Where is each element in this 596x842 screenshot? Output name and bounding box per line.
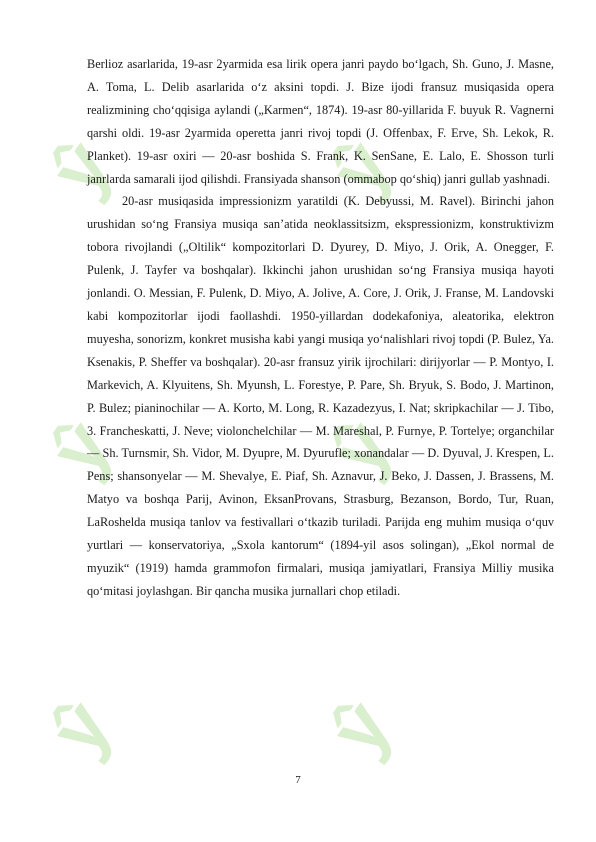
watermark-logo: ŷ [313,126,408,210]
document-body [87,53,554,603]
page-number: 7 [295,774,301,786]
watermark-logo: ŷ [33,406,128,490]
watermark-logo: ŷ [313,406,408,490]
paragraph-20th-century-music: 20-asr musiqasida impressionizm yaratildi (K. Debyussi, M. Ravel). Birinchi jahon urushidan so‘ng Fransiya musiqa san’atida neoklassitsizm, ekspressionizm, konstruktivizm tobora rivojlandi („Oltilik“ kompozitorlari D. Dyurey, D. Miyo, J. Orik, A. Onegger, F. Pulenk, J. Tayfer va boshqalar). Ikkinchi jahon urushidan so‘ng Fransiya musiqa hayoti jonlandi. O. Messian, F. Pulenk, D. Miyo, A. Jolive, A. Core, J. Orik, J. Franse, M. Landovski kabi kompozitorlar ijodi faollashdi. 1950-yillardan dodekafoniya, aleatorika, elektron muyesha, sonorizm, konkret musisha kabi yangi musiqa yo‘nalishlari rivoj topdi (P. Bulez, Ya. Ksenakis, P. Sheffer va boshqalar). 20-asr fransuz yirik ijrochilari: dirijyorlar — P. Montyo, I. Markevich, A. Klyuitens, Sh. Myunsh, L. Forestye, P. Pare, Sh. Bryuk, S. Bodo, J. Martinon, P. Bulez; pianinochilar — A. Korto, M. Long, R. Kazadezyus, I. Nat; skripkachilar — J. Tibo, 3. Francheskatti, J. Neve; violonchelchilar — M. Mareshal, P. Furnye, P. Tortelye; organchilar — Sh. Turnsmir, Sh. Vidor, M. Dyupre, M. Dyurufle; xonandalar — D. Dyuval, J. Krespen, L. Pens; shansonyelar — M. Shevalye, E. Piaf, Sh. Aznavur, J. Beko, J. Dassen, J. Brassens, M. Matyo va boshqa Parij, Avinon, EksanProvans, Strasburg, Bezanson, Bordo, Tur, Ruan, LaRoshelda musiqa tanlov va festivallari o‘tkazib turiladi. Parijda eng muhim musiqa o‘quv yurtlari — konservatoriya, „Sxola kantorum“ (1894-yil asos solingan), „Ekol normal de myuzik“ (1919) hamda grammofon firmalari, musiqa jamiyatlari, Fransiya Milliy musika qo‘mitasi joylashgan. Bir qancha musika jurnallari chop etiladi. [87,194,554,598]
watermark-logo: ŷ [33,126,128,210]
watermark-logo: ŷ [313,686,408,770]
paragraph-opera-history: Berlioz asarlarida, 19-asr 2yarmida esa lirik opera janri paydo bo‘lgach, Sh. Guno, J. Masne, A. Toma, L. Delib asarlarida o‘z aksini topdi. J. Bize ijodi fransuz musiqasida opera realizmining cho‘qqisiga aylandi („Karmen“, 1874). 19-asr 80-yillarida F. buyuk R. Vagnerni qarshi oldi. 19-asr 2yarmida operetta janri rivoj topdi (J. Offenbax, F. Erve, Sh. Lekok, R. Planket). 19-asr oxiri — 20-asr boshida S. Frank, K. SenSane, E. Lalo, E. Shosson turli janrlarda samarali ijod qilishdi. Fransiyada shanson (ommabop qo‘shiq) janri gullab yashnadi. [87,57,554,186]
watermark-logo: ŷ [33,686,128,770]
